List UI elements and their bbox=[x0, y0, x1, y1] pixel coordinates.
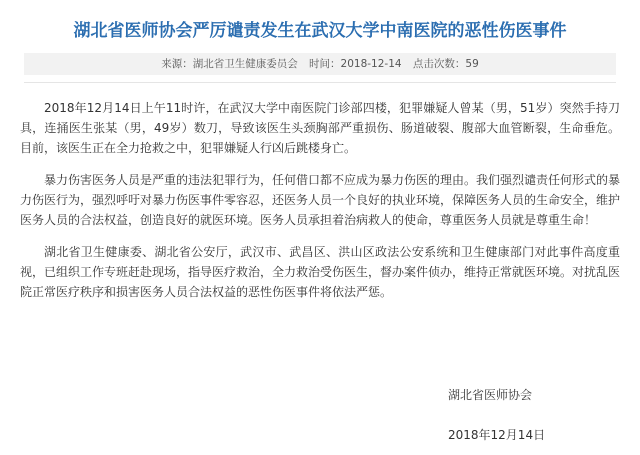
article-body bbox=[20, 98, 620, 314]
article-paragraph: 湖北省卫生健康委、湖北省公安厅，武汉市、武昌区、洪山区政法公安系统和卫生健康部门对此事件高度重视，已组织工作专班赶赴现场，指导医疗救治，全力救治受伤医生，督办案件侦办，维持正常就医环境。对扰乱医院正常医疗秩序和损害医务人员合法权益的恶性伤医事件将依法严惩。 bbox=[20, 245, 621, 299]
meta-divider bbox=[24, 82, 616, 83]
article-paragraph: 2018年12月14日上午11时许，在武汉大学中南医院门诊部四楼，犯罪嫌疑人曾某（男，51岁）突然手持刀具，连捅医生张某（男，49岁）数刀，导致该医生头颈胸部严重损伤、肠道破裂、腹部大血管断裂，生命垂危。目前，该医生正在全力抢救之中，犯罪嫌疑人行凶后跳楼身亡。 bbox=[20, 101, 620, 155]
signature-date-text: 2018年12月14日 bbox=[448, 428, 546, 442]
article-paragraph: 暴力伤害医务人员是严重的违法犯罪行为，任何借口都不应成为暴力伤医的理由。我们强烈谴责任何形式的暴力伤医行为，强烈呼吁对暴力伤医事件零容忍，还医务人员一个良好的执业环境，保障医务人员的生命安全，维护医务人员的合法权益，创造良好的就医环境。医务人员承担着治病救人的使命，尊重医务人员就是尊重生命！ bbox=[20, 173, 621, 227]
article-title: 湖北省医师协会严厉谴责发生在武汉大学中南医院的恶性伤医事件 bbox=[73, 21, 567, 41]
meta-clicks: 点击次数：59 bbox=[412, 58, 479, 70]
signature-organization-text: 湖北省医师协会 bbox=[448, 388, 533, 402]
meta-source: 来源：湖北省卫生健康委员会 bbox=[161, 58, 298, 70]
meta-time: 时间：2018-12-14 bbox=[309, 58, 402, 70]
article-meta-bar bbox=[24, 53, 616, 75]
